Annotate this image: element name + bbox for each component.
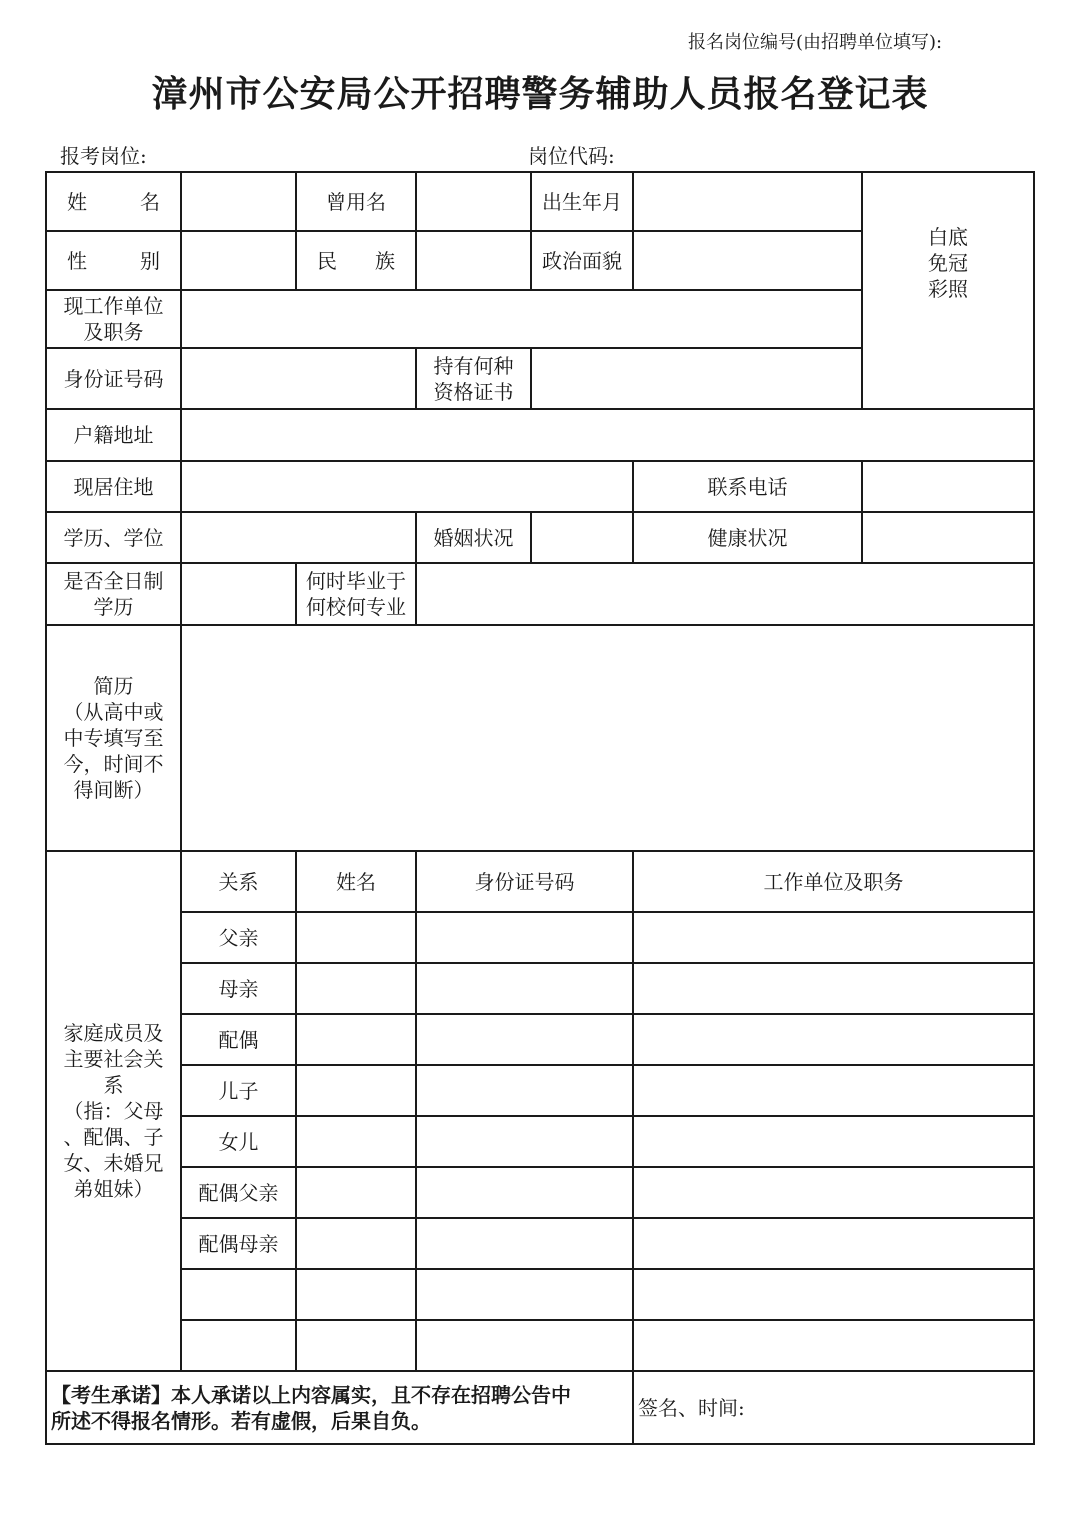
family-header-relation: 关系 xyxy=(181,851,296,912)
relation-father: 父亲 xyxy=(181,912,296,963)
certificate-field[interactable] xyxy=(531,348,862,409)
family-row xyxy=(46,1167,1034,1218)
relation-blank-2[interactable] xyxy=(181,1320,296,1371)
family-id-field[interactable] xyxy=(416,1269,633,1320)
work-unit-label: 现工作单位 及职务 xyxy=(46,290,181,348)
family-name-field[interactable] xyxy=(296,963,416,1014)
ethnic-field[interactable] xyxy=(416,231,531,290)
resume-label: 简历 （从高中或 中专填写至 今，时间不 得间断） xyxy=(46,625,181,851)
family-work-field[interactable] xyxy=(633,1320,1034,1371)
marriage-label: 婚姻状况 xyxy=(416,512,531,563)
marriage-field[interactable] xyxy=(531,512,633,563)
fulltime-field[interactable] xyxy=(181,563,296,625)
row-residence xyxy=(46,461,1034,512)
family-row xyxy=(46,1116,1034,1167)
family-id-field[interactable] xyxy=(416,1116,633,1167)
family-row xyxy=(46,1218,1034,1269)
health-label: 健康状况 xyxy=(633,512,862,563)
former-name-label: 曾用名 xyxy=(296,172,416,231)
relation-daughter: 女儿 xyxy=(181,1116,296,1167)
row-resume xyxy=(46,625,1034,851)
family-work-field[interactable] xyxy=(633,1269,1034,1320)
position-code-label: 岗位代码: xyxy=(528,144,615,168)
family-id-field[interactable] xyxy=(416,912,633,963)
family-row xyxy=(46,1269,1034,1320)
family-work-field[interactable] xyxy=(633,963,1034,1014)
row-hukou xyxy=(46,409,1034,461)
position-number-note: 报名岗位编号(由招聘单位填写): xyxy=(688,32,943,53)
graduation-field[interactable] xyxy=(416,563,1034,625)
family-id-field[interactable] xyxy=(416,1167,633,1218)
family-row xyxy=(46,1320,1034,1371)
signature-time[interactable]: 签名、时间: xyxy=(633,1371,1034,1444)
family-work-field[interactable] xyxy=(633,1167,1034,1218)
family-header-id: 身份证号码 xyxy=(416,851,633,912)
row-name xyxy=(46,172,1034,231)
family-name-field[interactable] xyxy=(296,1269,416,1320)
hukou-label: 户籍地址 xyxy=(46,409,181,461)
family-header-row xyxy=(46,851,1034,912)
relation-spouse-father: 配偶父亲 xyxy=(181,1167,296,1218)
fulltime-label: 是否全日制 学历 xyxy=(46,563,181,625)
family-name-field[interactable] xyxy=(296,1065,416,1116)
id-number-label: 身份证号码 xyxy=(46,348,181,409)
family-row xyxy=(46,1014,1034,1065)
graduation-label: 何时毕业于 何校何专业 xyxy=(296,563,416,625)
gender-label: 性 别 xyxy=(46,231,181,290)
family-header-work: 工作单位及职务 xyxy=(633,851,1034,912)
family-header-name: 姓名 xyxy=(296,851,416,912)
relation-spouse-mother: 配偶母亲 xyxy=(181,1218,296,1269)
row-fulltime xyxy=(46,563,1034,625)
registration-table xyxy=(45,171,1035,1445)
family-row xyxy=(46,1065,1034,1116)
family-name-field[interactable] xyxy=(296,1014,416,1065)
row-education xyxy=(46,512,1034,563)
education-field[interactable] xyxy=(181,512,416,563)
family-name-field[interactable] xyxy=(296,1167,416,1218)
family-name-field[interactable] xyxy=(296,912,416,963)
relation-spouse: 配偶 xyxy=(181,1014,296,1065)
politics-label: 政治面貌 xyxy=(531,231,633,290)
birth-label: 出生年月 xyxy=(531,172,633,231)
education-label: 学历、学位 xyxy=(46,512,181,563)
resume-field[interactable] xyxy=(181,625,1034,851)
family-id-field[interactable] xyxy=(416,1065,633,1116)
photo-box[interactable] xyxy=(862,172,1034,409)
family-work-field[interactable] xyxy=(633,1116,1034,1167)
family-work-field[interactable] xyxy=(633,1065,1034,1116)
family-work-field[interactable] xyxy=(633,1218,1034,1269)
family-id-field[interactable] xyxy=(416,1218,633,1269)
relation-mother: 母亲 xyxy=(181,963,296,1014)
id-number-field[interactable] xyxy=(181,348,416,409)
promise-text-2: 所述不得报名情形。若有虚假，后果自负。 xyxy=(51,1408,431,1433)
form-title: 漳州市公安局公开招聘警务辅助人员报名登记表 xyxy=(151,73,929,115)
family-id-field[interactable] xyxy=(416,1320,633,1371)
family-row xyxy=(46,912,1034,963)
applicant-promise xyxy=(46,1371,633,1444)
family-id-field[interactable] xyxy=(416,963,633,1014)
birth-field[interactable] xyxy=(633,172,862,231)
certificate-label: 持有何种 资格证书 xyxy=(416,348,531,409)
relation-blank-1[interactable] xyxy=(181,1269,296,1320)
family-work-field[interactable] xyxy=(633,912,1034,963)
family-id-field[interactable] xyxy=(416,1014,633,1065)
photo-text-2: 免冠 xyxy=(928,250,968,275)
ethnic-label: 民 族 xyxy=(296,231,416,290)
promise-heading: 【考生承诺】 xyxy=(51,1382,171,1407)
family-work-field[interactable] xyxy=(633,1014,1034,1065)
phone-field[interactable] xyxy=(862,461,1034,512)
name-label: 姓 名 xyxy=(46,172,181,231)
family-label: 家庭成员及 主要社会关 系 （指：父母 、配偶、子 女、未婚兄 弟姐妹） xyxy=(46,851,181,1371)
politics-field[interactable] xyxy=(633,231,862,290)
family-name-field[interactable] xyxy=(296,1116,416,1167)
photo-text-3: 彩照 xyxy=(928,276,968,301)
work-unit-field[interactable] xyxy=(181,290,862,348)
family-row xyxy=(46,963,1034,1014)
former-name-field[interactable] xyxy=(416,172,531,231)
family-name-field[interactable] xyxy=(296,1218,416,1269)
residence-label: 现居住地 xyxy=(46,461,181,512)
photo-text-1: 白底 xyxy=(928,224,968,249)
promise-text-1: 本人承诺以上内容属实，且不存在招聘公告中 xyxy=(171,1382,571,1407)
health-field[interactable] xyxy=(862,512,1034,563)
name-field[interactable] xyxy=(181,172,296,231)
promise-row xyxy=(46,1371,1034,1444)
family-name-field[interactable] xyxy=(296,1320,416,1371)
hukou-field[interactable] xyxy=(181,409,1034,461)
relation-son: 儿子 xyxy=(181,1065,296,1116)
residence-field[interactable] xyxy=(181,461,633,512)
gender-field[interactable] xyxy=(181,231,296,290)
applied-position-label: 报考岗位: xyxy=(60,144,147,168)
phone-label: 联系电话 xyxy=(633,461,862,512)
